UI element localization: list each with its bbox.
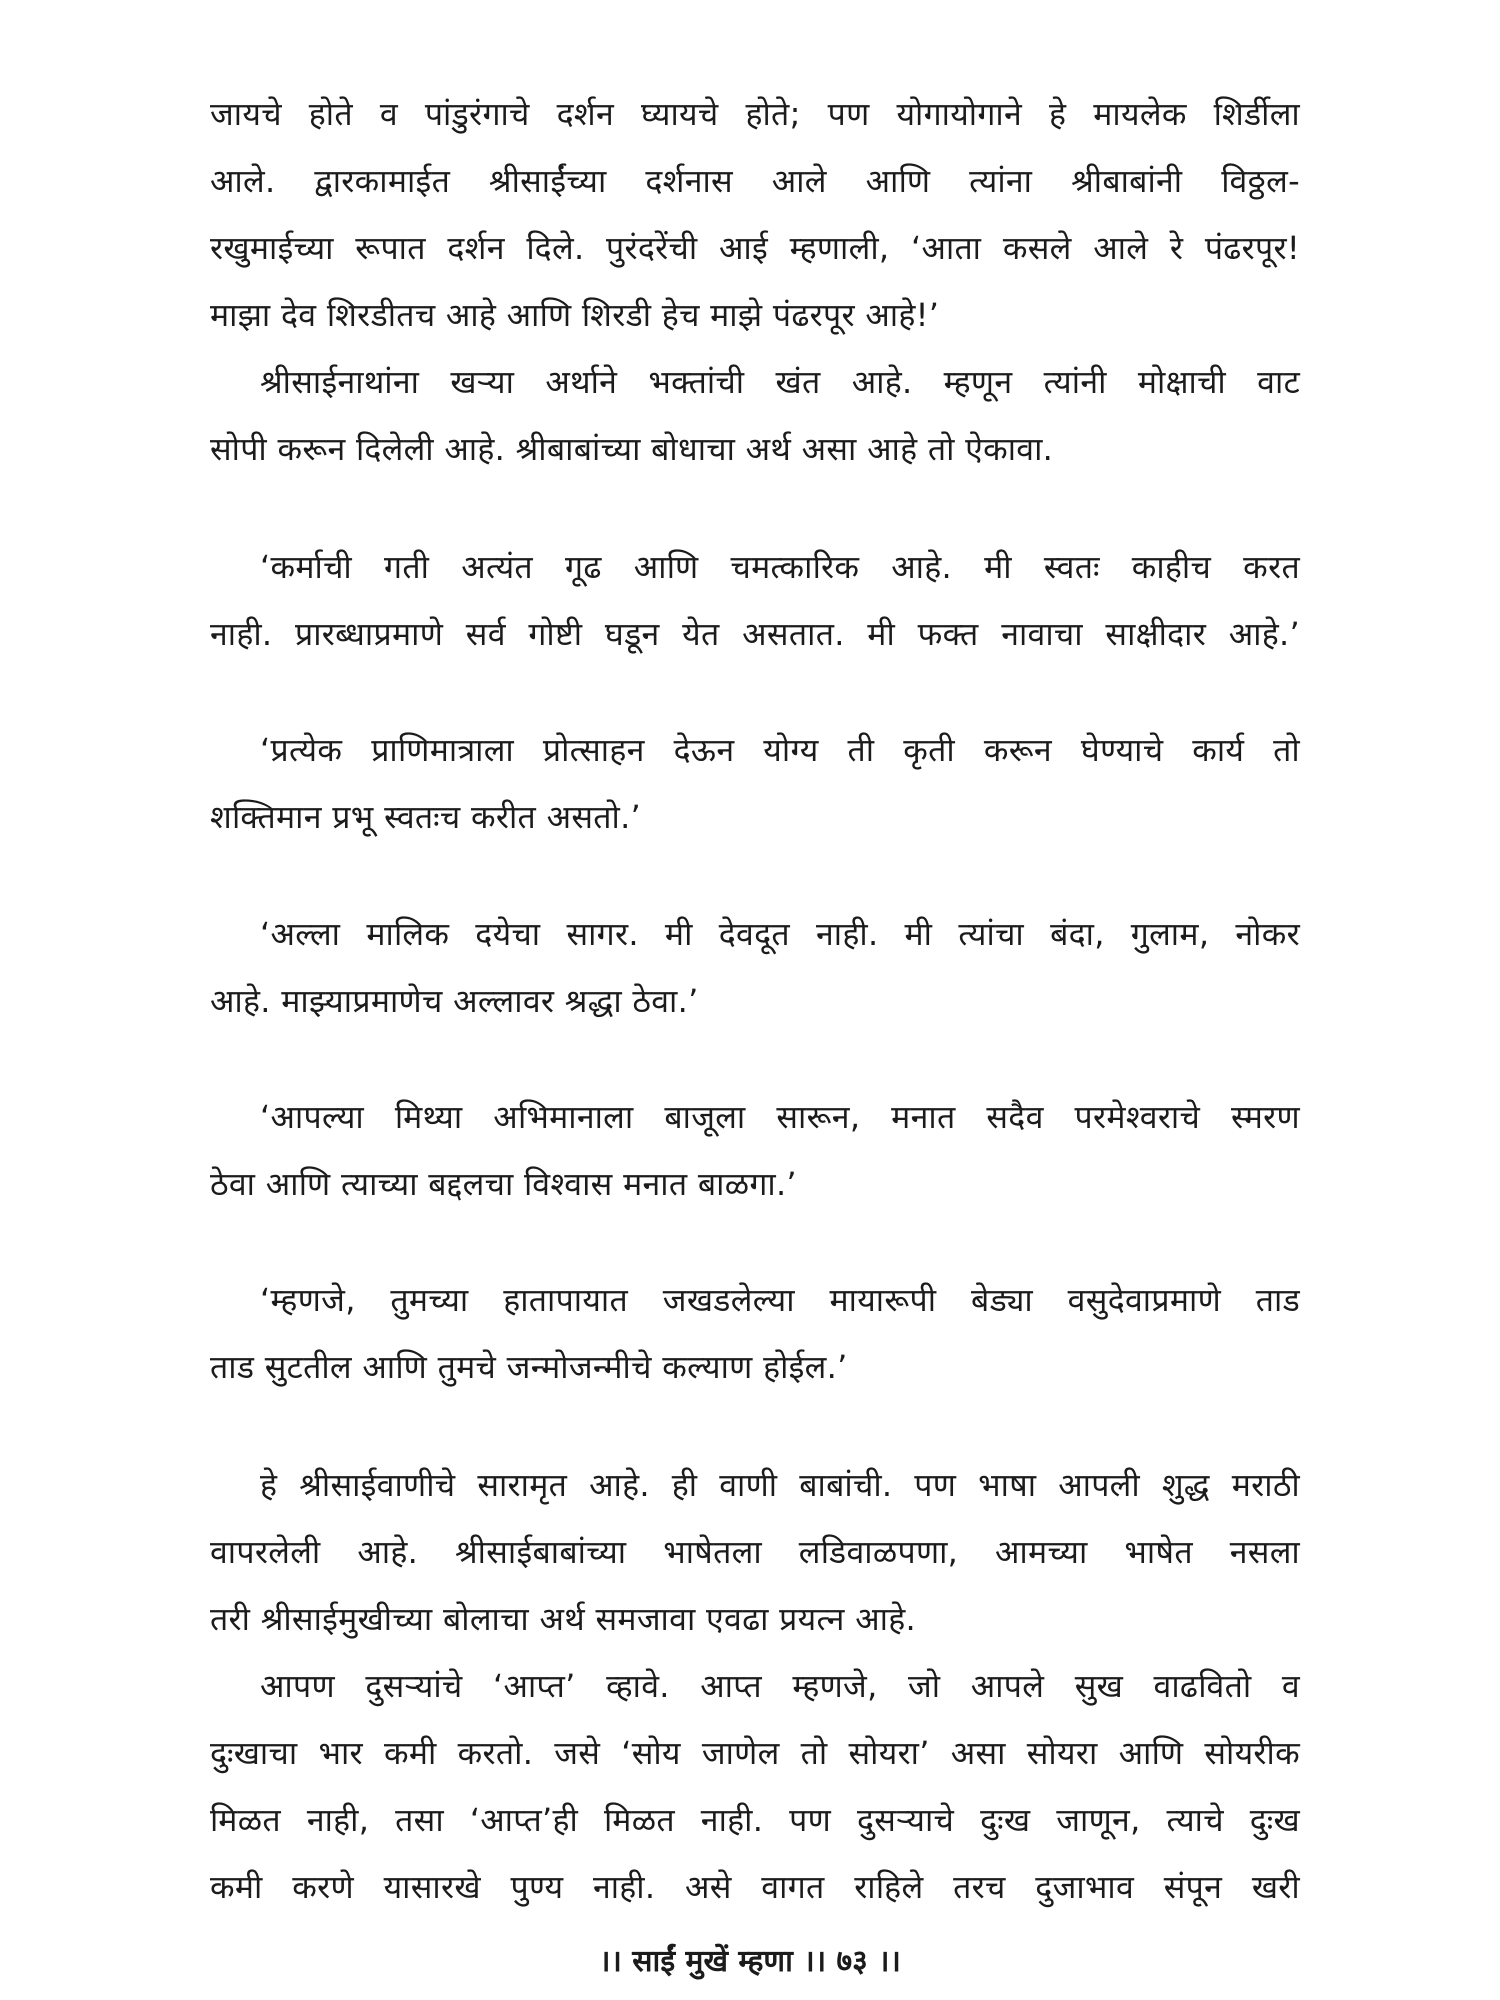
body-text-line: कमी करणे यासारखे पुण्य नाही. असे वागत राहिले तरच दुजाभाव संपून खरी [210, 1868, 1300, 1906]
body-text-line: तरी श्रीसाईमुखीच्या बोलाचा अर्थ समजावा एवढा प्रयत्न आहे. [210, 1600, 916, 1638]
body-text-line: माझा देव शिरडीतच आहे आणि शिरडी हेच माझे पंढरपूर आहे!’ [210, 296, 940, 334]
quote-line: ‘प्रत्येक प्राणिमात्राला प्रोत्साहन देऊन योग्य ती कृती करून घेण्याचे कार्य तो [260, 731, 1300, 769]
quote-line: ‘कर्माची गती अत्यंत गूढ आणि चमत्कारिक आहे. मी स्वतः काहीच करत [260, 548, 1300, 586]
quote-line: ‘आपल्या मिथ्या अभिमानाला बाजूला सारून, मनात सदैव परमेश्वराचे स्मरण [260, 1098, 1300, 1136]
body-text-line: दुःखाचा भार कमी करतो. जसे ‘सोय जाणेल तो सोयरा’ असा सोयरा आणि सोयरीक [210, 1734, 1300, 1772]
quote-line: शक्तिमान प्रभू स्वतःच करीत असतो.’ [210, 798, 642, 836]
quote-line: आहे. माझ्याप्रमाणेच अल्लावर श्रद्धा ठेवा.’ [210, 982, 699, 1020]
body-text-line: आपण दुसऱ्यांचे ‘आप्त’ व्हावे. आप्त म्हणजे, जो आपले सुख वाढवितो व [260, 1667, 1300, 1705]
quote-line: ताड सुटतील आणि तुमचे जन्मोजन्मीचे कल्याण होईल.’ [210, 1348, 848, 1386]
body-text-line: जायचे होते व पांडुरंगाचे दर्शन घ्यायचे होते; पण योगायोगाने हे मायलेक शिर्डीला [210, 95, 1300, 133]
body-text-line: रखुमाईच्या रूपात दर्शन दिले. पुरंदरेंची आई म्हणाली, ‘आता कसले आले रे पंढरपूर! [210, 229, 1300, 267]
quote-line: नाही. प्रारब्धाप्रमाणे सर्व गोष्टी घडून येत असतात. मी फक्त नावाचा साक्षीदार आहे.’ [210, 615, 1300, 653]
body-text-line: सोपी करून दिलेली आहे. श्रीबाबांच्या बोधाचा अर्थ असा आहे तो ऐकावा. [210, 430, 1054, 468]
quote-line: ठेवा आणि त्याच्या बद्दलचा विश्वास मनात बाळगा.’ [210, 1165, 797, 1203]
body-text-line: हे श्रीसाईवाणीचे सारामृत आहे. ही वाणी बाबांची. पण भाषा आपली शुद्ध मराठी [260, 1466, 1300, 1504]
quote-line: ‘अल्ला मालिक दयेचा सागर. मी देवदूत नाही. मी त्यांचा बंदा, गुलाम, नोकर [260, 915, 1300, 953]
body-text-line: श्रीसाईनाथांना खऱ्या अर्थाने भक्तांची खंत आहे. म्हणून त्यांनी मोक्षाची वाट [260, 363, 1300, 401]
body-text-line: आले. द्वारकामाईत श्रीसाईंच्या दर्शनास आले आणि त्यांना श्रीबाबांनी विठ्ठल- [210, 162, 1300, 200]
body-text-line: वापरलेली आहे. श्रीसाईबाबांच्या भाषेतला लडिवाळपणा, आमच्या भाषेत नसला [210, 1533, 1300, 1571]
quote-line: ‘म्हणजे, तुमच्या हातापायात जखडलेल्या मायारूपी बेड्या वसुदेवाप्रमाणे ताड [260, 1281, 1300, 1319]
page-footer: ।। साईं मुखें म्हणा ।। ७३ ।। [599, 1944, 901, 1979]
body-text-line: मिळत नाही, तसा ‘आप्त’ही मिळत नाही. पण दुसऱ्याचे दुःख जाणून, त्याचे दुःख [210, 1801, 1300, 1839]
